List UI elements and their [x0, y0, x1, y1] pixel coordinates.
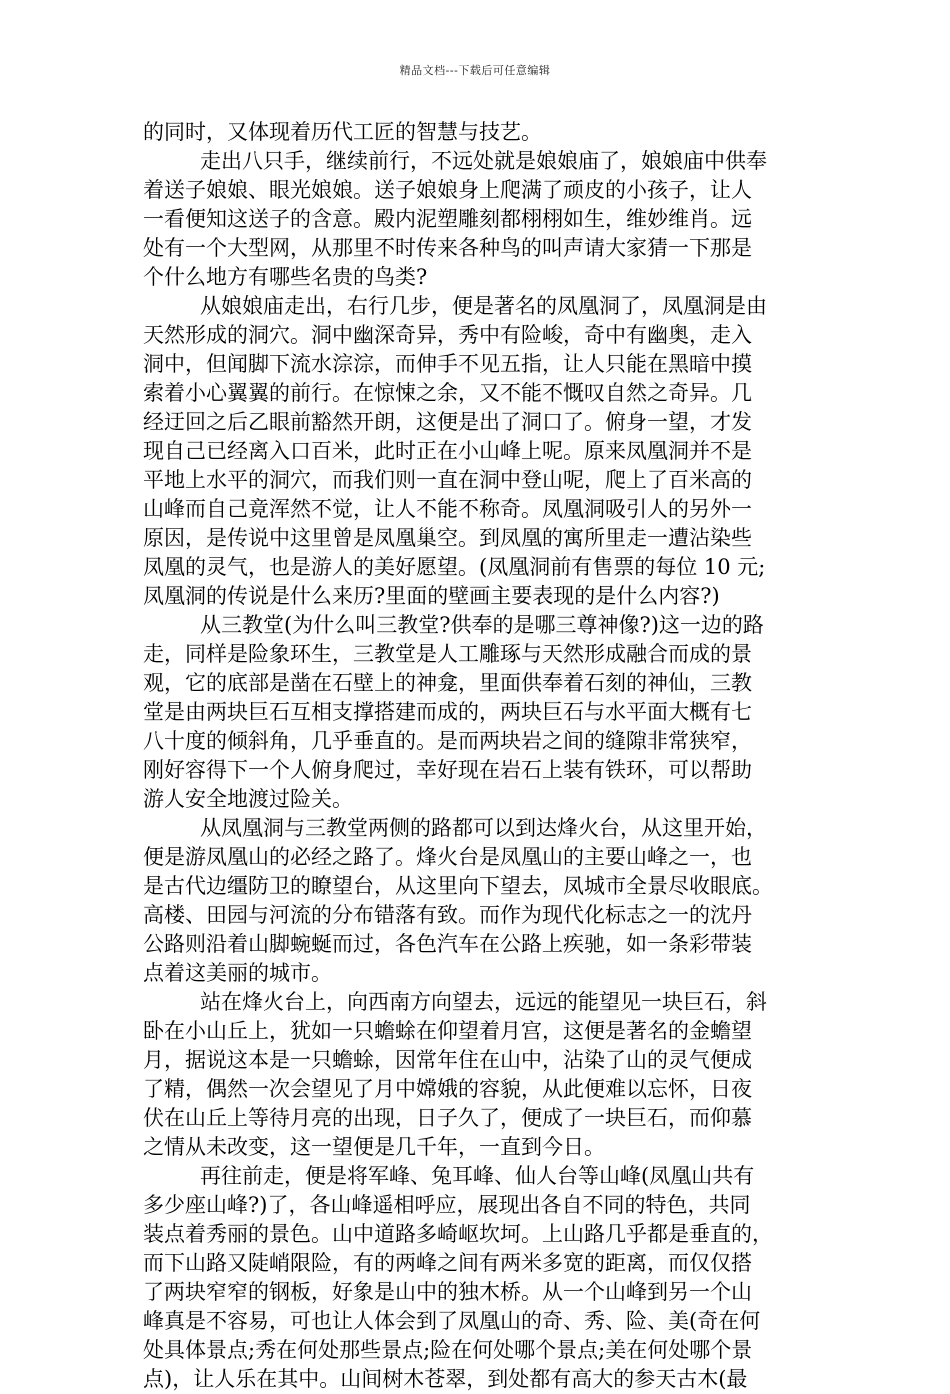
text-line: 点着这美丽的城市。 [143, 961, 332, 985]
text-line: 一看便知这送子的含意。殿内泥塑雕刻都栩栩如生，维妙维肖。远 [143, 207, 752, 231]
text-line: 而下山路又陡峭限险，有的两峰之间有两米多宽的距离，而仅仅搭 [143, 1251, 752, 1275]
paragraph [143, 814, 820, 988]
text-line: 站在烽火台上，向西南方向望去，远远的能望见一块巨石，斜 [200, 990, 767, 1014]
text-line: 天然形成的洞穴。洞中幽深奇异，秀中有险峻，奇中有幽奥，走入 [143, 323, 752, 347]
text-line: 再往前走，便是将军峰、兔耳峰、仙人台等山峰(凤凰山共有 [200, 1164, 755, 1188]
paragraph [143, 1162, 820, 1394]
text-line: 从三教堂(为什么叫三教堂?供奉的是哪三尊神像?)这一边的路 [200, 613, 764, 637]
text-line: 之情从未改变，这一望便是几千年，一直到今日。 [143, 1135, 605, 1159]
page-header: 精品文档---下载后可任意编辑 [399, 64, 551, 77]
paragraph [143, 118, 820, 147]
text-line: 便是游凤凰山的必经之路了。烽火台是凤凰山的主要山峰之一，也 [143, 845, 752, 869]
text-line: 经迂回之后乙眼前豁然开朗，这便是出了洞口了。俯身一望，才发 [143, 410, 752, 434]
text-line: 了两块窄窄的钢板，好象是山中的独木桥。从一个山峰到另一个山 [143, 1280, 752, 1304]
text-line: 是古代边缰防卫的瞭望台，从这里向下望去，凤城市全景尽收眼底。 [143, 874, 773, 898]
text-line: 刚好容得下一个人俯身爬过，幸好现在岩石上装有铁环，可以帮助 [143, 758, 752, 782]
text-line: 装点着秀丽的景色。山中道路多崎岖坎坷。上山路几乎都是垂直的， [143, 1222, 773, 1246]
text-line: 个什么地方有哪些名贵的鸟类? [143, 265, 428, 289]
text-line: 处有一个大型网，从那里不时传来各种鸟的叫声请大家猜一下那是 [143, 236, 752, 260]
text-line: 原因，是传说中这里曾是凤凰巢空。到凤凰的寓所里走一遭沾染些 [143, 526, 752, 550]
text-line: 多少座山峰?)了，各山峰遥相呼应，展现出各自不同的特色，共同 [143, 1193, 751, 1217]
text-line: 凤凰的灵气，也是游人的美好愿望。(凤凰洞前有售票的每位 10 元; [143, 555, 766, 579]
text-line: 着送子娘娘、眼光娘娘。送子娘娘身上爬满了顽皮的小孩子，让人 [143, 178, 752, 202]
text-line: 伏在山丘上等待月亮的出现，日子久了，便成了一块巨石，而仰慕 [143, 1106, 752, 1130]
paragraph [143, 611, 820, 814]
paragraph [143, 988, 820, 1162]
text-line: 走，同样是险象环生，三教堂是人工雕琢与天然形成融合而成的景 [143, 642, 752, 666]
text-line: 堂是由两块巨石互相支撑搭建而成的，两块巨石与水平面大概有七 [143, 700, 752, 724]
text-line: 了精，偶然一次会望见了月中嫦娥的容貌，从此便难以忘怀，日夜 [143, 1077, 752, 1101]
text-line: 走出八只手，继续前行，不远处就是娘娘庙了，娘娘庙中供奉 [200, 149, 767, 173]
text-line: 从娘娘庙走出，右行几步，便是著名的凤凰洞了，凤凰洞是由 [200, 294, 767, 318]
text-line: 现自己已经离入口百米，此时正在小山峰上呢。原来凤凰洞并不是 [143, 439, 752, 463]
text-line: 山峰而自己竟浑然不觉，让人不能不称奇。凤凰洞吸引人的另外一 [143, 497, 752, 521]
text-line: 卧在小山丘上，犹如一只蟾蜍在仰望着月宫，这便是著名的金蟾望 [143, 1019, 752, 1043]
text-line: 月，据说这本是一只蟾蜍，因常年住在山中，沾染了山的灵气便成 [143, 1048, 752, 1072]
text-line: 索着小心翼翼的前行。在惊悚之余，又不能不慨叹自然之奇异。几 [143, 381, 752, 405]
text-line: 洞中，但闻脚下流水淙淙，而伸手不见五指，让人只能在黑暗中摸 [143, 352, 752, 376]
text-line: 公路则沿着山脚蜿蜒而过，各色汽车在公路上疾驰，如一条彩带装 [143, 932, 752, 956]
text-line: 峰真是不容易，可也让人体会到了凤凰山的奇、秀、险、美(奇在何 [143, 1309, 761, 1333]
text-line: 游人安全地渡过险关。 [143, 787, 353, 811]
text-line: 从凤凰洞与三教堂两侧的路都可以到达烽火台，从这里开始， [200, 816, 767, 840]
document-body [143, 118, 820, 1394]
text-line: 高楼、田园与河流的分布错落有致。而作为现代化标志之一的沈丹 [143, 903, 752, 927]
text-line: 点)，让人乐在其中。山间树木苍翠，到处都有高大的参天古木(最 [143, 1367, 748, 1391]
paragraph [143, 147, 820, 292]
text-line: 凤凰洞的传说是什么来历?里面的壁画主要表现的是什么内容?) [143, 584, 720, 608]
text-line: 八十度的倾斜角，几乎垂直的。是而两块岩之间的缝隙非常狭窄， [143, 729, 752, 753]
text-line: 的同时，又体现着历代工匠的智慧与技艺。 [143, 120, 542, 144]
text-line: 观，它的底部是凿在石壁上的神龛，里面供奉着石刻的神仙，三教 [143, 671, 752, 695]
paragraph [143, 292, 820, 611]
text-line: 平地上水平的洞穴，而我们则一直在洞中登山呢，爬上了百米高的 [143, 468, 752, 492]
text-line: 处具体景点;秀在何处那些景点;险在何处哪个景点;美在何处哪个景 [143, 1338, 753, 1362]
